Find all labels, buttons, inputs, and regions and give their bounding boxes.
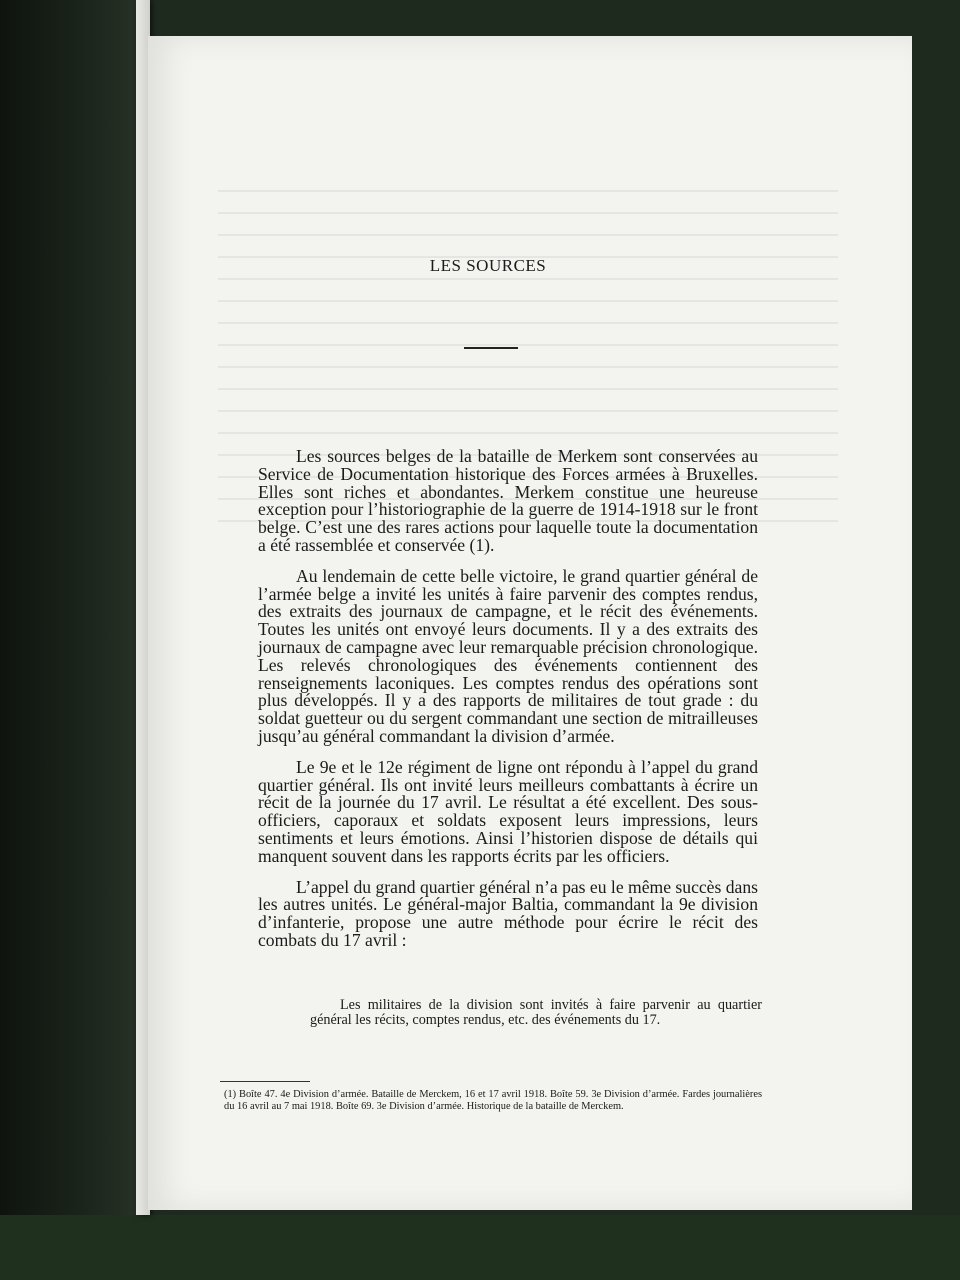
title-rule: [464, 347, 518, 349]
block-quote: Les militaires de la division sont invités à faire parvenir au quartier général les récits, comptes rendus, etc. des événements du 17.: [310, 997, 762, 1029]
paragraph-4: L’appel du grand quartier général n’a pas eu le même succès dans les autres unités. Le général-major Baltia, commandant la 9e division d’infanterie, propose une autre méthode pour écrire le récit des combats du 17 avril :: [258, 876, 758, 950]
table-surface: [0, 1215, 960, 1280]
paragraph-3: Le 9e et le 12e régiment de ligne ont répondu à l’appel du grand quartier général. Ils ont invité leurs meilleurs combattants à écrire un récit de la journée du 17 avril. Le résultat a été excellent. Des sous-officiers, caporaux et soldats exposent leurs impressions, leurs sentiments et leurs émotions. Ainsi l’historien dispose de détails qui manquent souvent dans les rapports écrits par les officiers.: [258, 756, 758, 866]
book-page: [148, 36, 912, 1210]
paragraph-1: Les sources belges de la bataille de Merkem sont conservées au Service de Documentation historique des Forces armées à Bruxelles. Elles sont riches et abondantes. Merkem constitue une heureuse exception pour l’historiographie de la guerre de 1914-1918 sur le front belge. C’est une des rares actions pour laquelle toute la documentation a été rassemblée et conservée (1).: [258, 446, 758, 555]
dark-background: [0, 0, 150, 1280]
footnote: (1) Boîte 47. 4e Division d’armée. Bataille de Merckem, 16 et 17 avril 1918. Boîte 59. 3e Division d’armée. Fardes journalières du 16 avril au 7 mai 1918. Boîte 69. 3e Division d’armée. Historique de la bataille de Merckem.: [224, 1089, 762, 1113]
body-text: [258, 448, 758, 963]
page-title: LES SOURCES: [429, 256, 547, 275]
footnote-rule: [220, 1081, 310, 1082]
paragraph-2: Au lendemain de cette belle victoire, le grand quartier général de l’armée belge a invité les unités à faire parvenir des comptes rendus, des extraits des journaux de campagne, et le récit des événements. Toutes les unités ont envoyé leurs documents. Il y a des extraits des journaux de campagne avec leur remarquable précision chronologique. Les relevés chronologiques des événements contiennent des renseignements laconiques. Les comptes rendus des opérations sont plus développés. Il y a des rapports de militaires de tout grade : du soldat guetteur ou du sergent commandant une section de mitrailleuses jusqu’au général commandant la division d’armée.: [258, 565, 758, 746]
